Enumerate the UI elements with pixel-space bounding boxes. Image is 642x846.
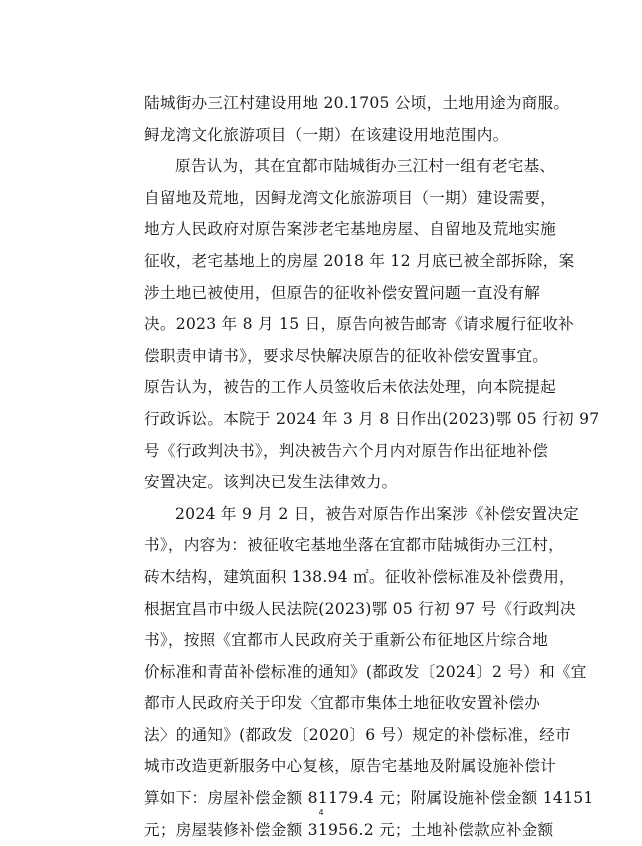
text-line: 自留地及荒地，因鲟龙湾文化旅游项目（一期）建设需要， [144,188,556,207]
text-line: 都市人民政府关于印发〈宜都市集体土地征收安置补偿办 [144,694,541,713]
text-line: 原告认为，被告的工作人员签收后未依法处理，向本院提起 [144,378,556,397]
text-line: 书》，内容为：被征收宅基地坐落在宜都市陆城街办三江村， [144,536,564,555]
paragraph-first-line: 原告认为，其在宜都市陆城街办三江村一组有老宅基、 [175,157,556,176]
text-line: 书》，按照《宜都市人民政府关于重新公布征地区片综合地 [144,631,549,650]
text-line: 征收，老宅基地上的房屋 2018 年 12 月底已被全部拆除，案 [144,251,575,270]
text-line: 陆城街办三江村建设用地 20.1705 公顷，土地用途为商服。 [144,94,570,112]
text-line: 根据宜昌市中级人民法院(2023)鄂 05 行初 97 号《行政判决 [144,599,576,618]
text-line: 砖木结构，建筑面积 138.94 ㎡。征收补偿标准及补偿费用， [144,567,575,586]
text-line: 地方人民政府对原告案涉老宅基地房屋、自留地及荒地实施 [144,220,556,239]
text-line: 算如下：房屋补偿金额 81179.4 元；附属设施补偿金额 14151 [144,789,594,808]
text-line: 行政诉讼。本院于 2024 年 3 月 8 日作出(2023)鄂 05 行初 97 [144,409,600,428]
text-line: 城市改造更新服务中心复核，原告宅基地及附属设施补偿计 [144,757,556,776]
text-line: 法〉的通知》(都政发〔2020〕6 号）规定的补偿标准，经市 [144,725,571,744]
text-line: 元；房屋装修补偿金额 31956.2 元；土地补偿款应补金额 [144,820,554,839]
text-line: 决。2023 年 8 月 15 日，原告向被告邮寄《请求履行征收补 [144,315,574,334]
text-line: 价标准和青苗补偿标准的通知》(都政发〔2024〕2 号）和《宜 [144,662,587,681]
text-line: 号《行政判决书》，判决被告六个月内对原告作出征地补偿 [144,441,549,460]
text-line: 鲟龙湾文化旅游项目（一期）在该建设用地范围内。 [144,125,509,144]
text-line: 偿职责申请书》，要求尽快解决原告的征收补偿安置事宜。 [144,346,549,365]
body-text [144,88,600,846]
page-number: 4 [318,808,324,817]
text-line: 涉土地已被使用，但原告的征收补偿安置问题一直没有解 [144,283,541,302]
text-line: 安置决定。该判决已发生法律效力。 [144,473,398,492]
paragraph-first-line: 2024 年 9 月 2 日，被告对原告作出案涉《补偿安置决定 [175,504,579,523]
